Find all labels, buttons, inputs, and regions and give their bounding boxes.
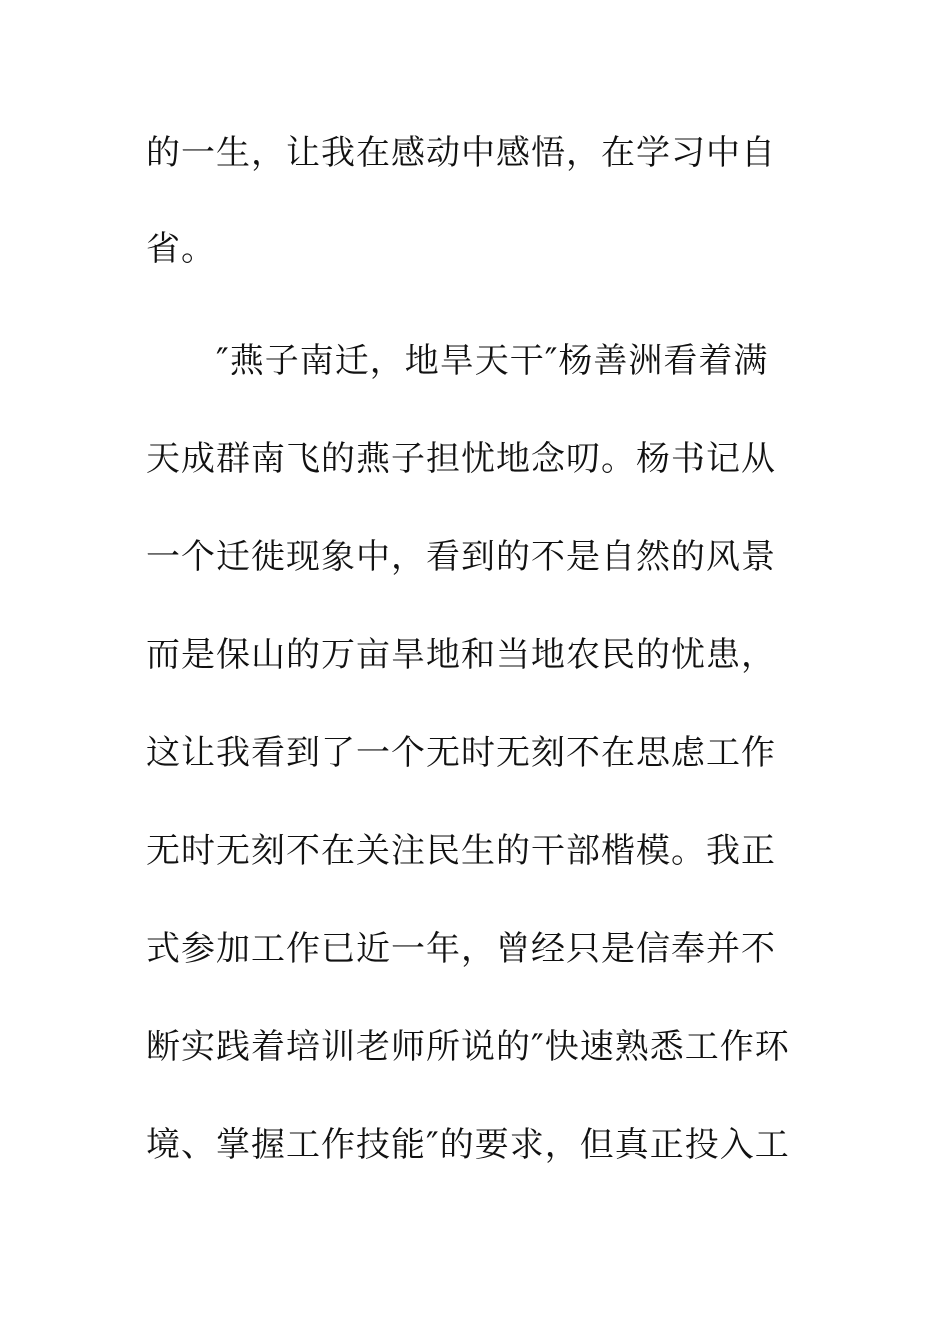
text-line: 式参加工作已近一年，曾经只是信奉并不	[146, 929, 776, 969]
body-text	[146, 122, 806, 1212]
text-line: 而是保山的万亩旱地和当地农民的忧患，	[146, 635, 776, 675]
text-line: 无时无刻不在关注民生的干部楷模。我正	[146, 831, 776, 871]
text-line: 境、掌握工作技能″的要求，但真正投入工	[146, 1125, 790, 1165]
text-line: 断实践着培训老师所说的″快速熟悉工作环	[146, 1027, 790, 1067]
text-line: ″燕子南迁，地旱天干″杨善洲看着满	[146, 341, 769, 381]
text-line: 一个迁徙现象中，看到的不是自然的风景	[146, 537, 776, 577]
text-line: 省。	[146, 229, 216, 269]
text-line: 的一生，让我在感动中感悟，在学习中自	[146, 133, 776, 173]
text-line: 天成群南飞的燕子担忧地念叨。杨书记从	[146, 439, 776, 479]
text-line: 这让我看到了一个无时无刻不在思虑工作	[146, 733, 776, 773]
